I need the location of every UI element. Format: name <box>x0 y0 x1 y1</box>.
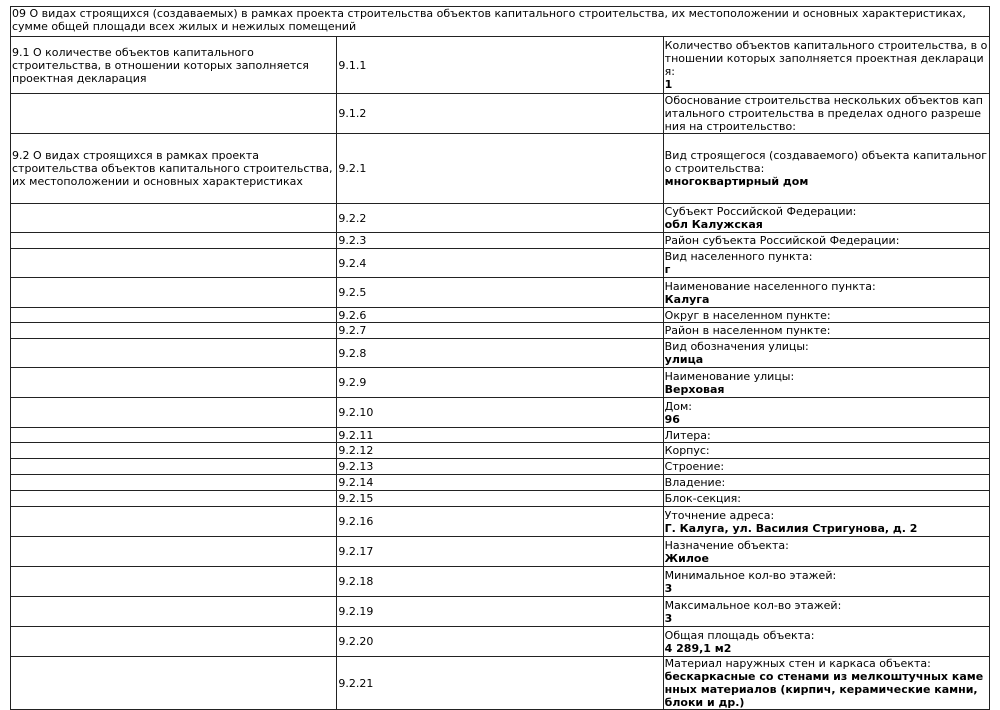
table-row <box>11 627 990 657</box>
group-cell <box>11 308 337 323</box>
field-label: Назначение объекта: <box>664 538 789 552</box>
code-cell: 9.2.13 <box>337 459 663 475</box>
code-cell: 9.2.9 <box>337 368 663 398</box>
code-cell: 9.2.21 <box>337 657 663 710</box>
code-cell: 9.2.18 <box>337 567 663 597</box>
field-value: 3 <box>664 611 673 625</box>
group-cell <box>11 323 337 339</box>
table-row <box>11 278 990 308</box>
field-label: Литера: <box>664 428 711 442</box>
group-cell <box>11 339 337 368</box>
code-cell: 9.1.2 <box>337 94 663 134</box>
content-cell <box>663 368 989 398</box>
code-cell: 9.2.16 <box>337 507 663 537</box>
field-value: 4 289,1 м2 <box>664 641 732 655</box>
content-cell <box>663 233 989 249</box>
code-cell: 9.2.6 <box>337 308 663 323</box>
group-cell <box>11 204 337 233</box>
table-row <box>11 507 990 537</box>
field-label: Максимальное кол-во этажей: <box>664 598 842 612</box>
field-label: Строение: <box>664 460 725 473</box>
content-cell <box>663 249 989 278</box>
table-row <box>11 37 990 94</box>
table-row <box>11 134 990 204</box>
content-cell <box>663 443 989 459</box>
field-value: 96 <box>664 412 680 426</box>
table-row <box>11 339 990 368</box>
content-cell <box>663 475 989 491</box>
table-row <box>11 428 990 443</box>
group-cell <box>11 459 337 475</box>
field-label: Количество объектов капитального строительства, в отношении которых заполняется проектная декларация: <box>664 39 988 78</box>
code-cell: 9.2.7 <box>337 323 663 339</box>
table-row <box>11 491 990 507</box>
group-cell <box>11 443 337 459</box>
content-cell <box>663 339 989 368</box>
field-label: Владение: <box>664 476 726 489</box>
field-value: бескаркасные со стенами из мелкоштучных каменных материалов (кирпич, керамические камни, блоки и др.) <box>664 670 984 709</box>
field-label: Уточнение адреса: <box>664 508 775 522</box>
group-cell <box>11 507 337 537</box>
group-cell <box>11 368 337 398</box>
field-label: Наименование населенного пункта: <box>664 279 876 293</box>
table-row <box>11 94 990 134</box>
table-row <box>11 597 990 627</box>
field-value: Верховая <box>664 382 725 396</box>
content-cell <box>663 398 989 428</box>
field-value: г <box>664 263 671 276</box>
content-cell <box>663 507 989 537</box>
content-cell <box>663 491 989 507</box>
field-label: Материал наружных стен и каркаса объекта: <box>664 657 931 670</box>
group-cell <box>11 233 337 249</box>
table-row <box>11 537 990 567</box>
field-value: 3 <box>664 581 673 595</box>
field-value: Жилое <box>664 551 709 565</box>
table-row <box>11 368 990 398</box>
group-cell <box>11 491 337 507</box>
field-label: Вид обозначения улицы: <box>664 340 809 353</box>
content-cell <box>663 323 989 339</box>
field-value: Г. Калуга, ул. Василия Стригунова, д. 2 <box>664 521 918 535</box>
table-row <box>11 567 990 597</box>
content-cell <box>663 278 989 308</box>
content-cell <box>663 567 989 597</box>
field-label: Общая площадь объекта: <box>664 628 815 642</box>
field-label: Вид строящегося (создаваемого) объекта капитального строительства: <box>664 149 988 175</box>
group-cell <box>11 657 337 710</box>
content-cell <box>663 657 989 710</box>
content-cell <box>663 134 989 204</box>
code-cell: 9.2.20 <box>337 627 663 657</box>
section-header-row <box>11 7 990 37</box>
table-row <box>11 308 990 323</box>
code-cell: 9.2.8 <box>337 339 663 368</box>
code-cell: 9.2.1 <box>337 134 663 204</box>
table-row <box>11 249 990 278</box>
content-cell <box>663 537 989 567</box>
content-cell <box>663 627 989 657</box>
field-value: улица <box>664 353 704 366</box>
code-cell: 9.2.5 <box>337 278 663 308</box>
content-cell <box>663 308 989 323</box>
code-cell: 9.2.4 <box>337 249 663 278</box>
group-cell <box>11 475 337 491</box>
declaration-table <box>10 6 990 710</box>
field-value: обл Калужская <box>664 218 763 231</box>
field-label: Субъект Российской Федерации: <box>664 205 857 218</box>
field-value: Калуга <box>664 292 710 306</box>
table-row <box>11 475 990 491</box>
group-cell <box>11 94 337 134</box>
group-cell: 9.2 О видах строящихся в рамках проекта строительства объектов капитального строительства, их местоположении и основных характеристиках <box>11 134 337 204</box>
table-row <box>11 398 990 428</box>
content-cell <box>663 428 989 443</box>
field-value: многоквартирный дом <box>664 175 809 188</box>
field-label: Корпус: <box>664 444 710 457</box>
code-cell: 9.2.14 <box>337 475 663 491</box>
group-cell <box>11 278 337 308</box>
content-cell <box>663 597 989 627</box>
code-cell: 9.2.10 <box>337 398 663 428</box>
content-cell <box>663 204 989 233</box>
code-cell: 9.2.3 <box>337 233 663 249</box>
code-cell: 9.2.12 <box>337 443 663 459</box>
group-cell <box>11 428 337 443</box>
group-cell: 9.1 О количестве объектов капитального строительства, в отношении которых заполняется проектная декларация <box>11 37 337 94</box>
group-cell <box>11 627 337 657</box>
field-label: Блок-секция: <box>664 492 741 505</box>
code-cell: 9.2.15 <box>337 491 663 507</box>
table-row <box>11 233 990 249</box>
group-cell <box>11 567 337 597</box>
code-cell: 9.1.1 <box>337 37 663 94</box>
field-label: Район субъекта Российской Федерации: <box>664 234 900 247</box>
field-label: Дом: <box>664 399 692 413</box>
field-label: Минимальное кол-во этажей: <box>664 568 837 582</box>
code-cell: 9.2.11 <box>337 428 663 443</box>
table-row <box>11 459 990 475</box>
field-label: Район в населенном пункте: <box>664 324 831 337</box>
table-row <box>11 323 990 339</box>
section-header: 09 О видах строящихся (создаваемых) в рамках проекта строительства объектов капитального строительства, их местоположении и основных характеристиках, сумме общей площади всех жилых и нежилых помещений <box>11 7 990 37</box>
group-cell <box>11 597 337 627</box>
code-cell: 9.2.2 <box>337 204 663 233</box>
table-row <box>11 657 990 710</box>
content-cell <box>663 94 989 134</box>
content-cell <box>663 459 989 475</box>
group-cell <box>11 398 337 428</box>
content-cell <box>663 37 989 94</box>
group-cell <box>11 249 337 278</box>
table-row <box>11 443 990 459</box>
table-row <box>11 204 990 233</box>
field-label: Обоснование строительства нескольких объектов капитального строительства в пределах одного разрешения на строительство: <box>664 94 983 133</box>
code-cell: 9.2.17 <box>337 537 663 567</box>
code-cell: 9.2.19 <box>337 597 663 627</box>
field-label: Вид населенного пункта: <box>664 250 813 263</box>
group-cell <box>11 537 337 567</box>
field-label: Наименование улицы: <box>664 369 795 383</box>
field-label: Округ в населенном пункте: <box>664 308 831 322</box>
field-value: 1 <box>664 78 673 91</box>
